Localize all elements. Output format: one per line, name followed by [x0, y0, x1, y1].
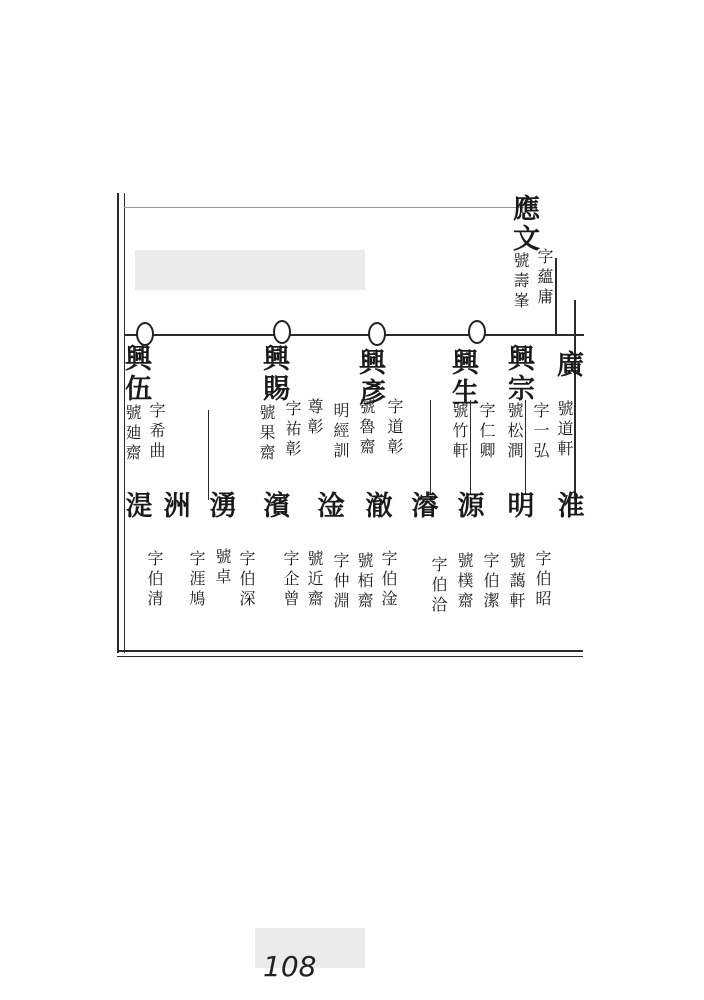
member-note: 字道彰	[385, 398, 404, 458]
member-note: 號竹軒	[450, 402, 469, 462]
member-note: 號樸齋	[455, 552, 474, 612]
member-name: 明	[507, 491, 535, 522]
member-note: 號魯齋	[357, 398, 376, 458]
member-note: 字伯清	[145, 550, 164, 610]
upper-trace	[124, 207, 524, 208]
member-note: 號卓	[213, 548, 232, 588]
page-number: 108	[263, 950, 317, 983]
member-name: 興伍	[120, 344, 151, 404]
member-note: 號近齋	[305, 550, 324, 610]
generation-marker	[273, 320, 291, 344]
member-name: 興賜	[258, 344, 289, 404]
member-name: 廣	[552, 350, 583, 380]
left-border-outer	[117, 193, 119, 653]
member-note: 字一弘	[531, 402, 550, 462]
member-name: 湜	[125, 491, 153, 522]
member-note: 號松澗	[505, 402, 524, 462]
member-note: 號栢齋	[355, 552, 374, 612]
member-note: 字企曾	[281, 550, 300, 610]
bottom-border-thin	[117, 656, 583, 657]
member-note: 號道軒	[555, 400, 574, 460]
ancestor-note: 號壽峯	[511, 252, 530, 312]
member-note: 字仲淵	[331, 552, 350, 612]
member-note: 字伯淦	[379, 550, 398, 610]
member-name: 湧	[209, 491, 237, 522]
member-name: 洲	[163, 491, 191, 522]
generation-marker	[136, 322, 154, 346]
member-note: 字伯洽	[429, 556, 448, 616]
member-name: 濬	[411, 491, 439, 522]
connector-4	[525, 400, 526, 495]
connector-1	[208, 410, 209, 500]
member-name: 淮	[557, 491, 585, 522]
member-note: 號果齋	[257, 404, 276, 464]
member-note: 字伯潔	[481, 552, 500, 612]
top-connector	[555, 258, 557, 336]
member-name: 源	[457, 491, 485, 522]
connector-2	[430, 400, 431, 495]
member-note: 尊彰	[305, 398, 324, 438]
member-name: 興宗	[503, 344, 534, 404]
ancestor-note: 字蘊庸	[535, 248, 554, 308]
generation-marker	[368, 322, 386, 346]
member-note: 號藹軒	[507, 552, 526, 612]
member-note: 明經訓	[331, 402, 350, 462]
member-name: 淦	[317, 491, 345, 522]
bottom-border	[117, 650, 583, 652]
generation-line	[124, 334, 584, 336]
scan-noise	[135, 250, 365, 290]
member-note: 號廸齋	[123, 404, 142, 464]
member-note: 字希曲	[147, 402, 166, 462]
member-name: 興生	[447, 348, 478, 408]
member-name: 濱	[263, 491, 291, 522]
member-note: 字祐彰	[283, 400, 302, 460]
member-note: 字伯昭	[533, 550, 552, 610]
member-name: 澈	[365, 491, 393, 522]
member-note: 字涯鳩	[187, 550, 206, 610]
member-name: 興彥	[354, 348, 385, 408]
ancestor-name: 應文	[508, 194, 539, 254]
member-note: 字伯深	[237, 550, 256, 610]
member-note: 字仁卿	[477, 402, 496, 462]
generation-marker	[468, 320, 486, 344]
right-divider	[574, 300, 576, 500]
connector-3	[470, 400, 471, 495]
